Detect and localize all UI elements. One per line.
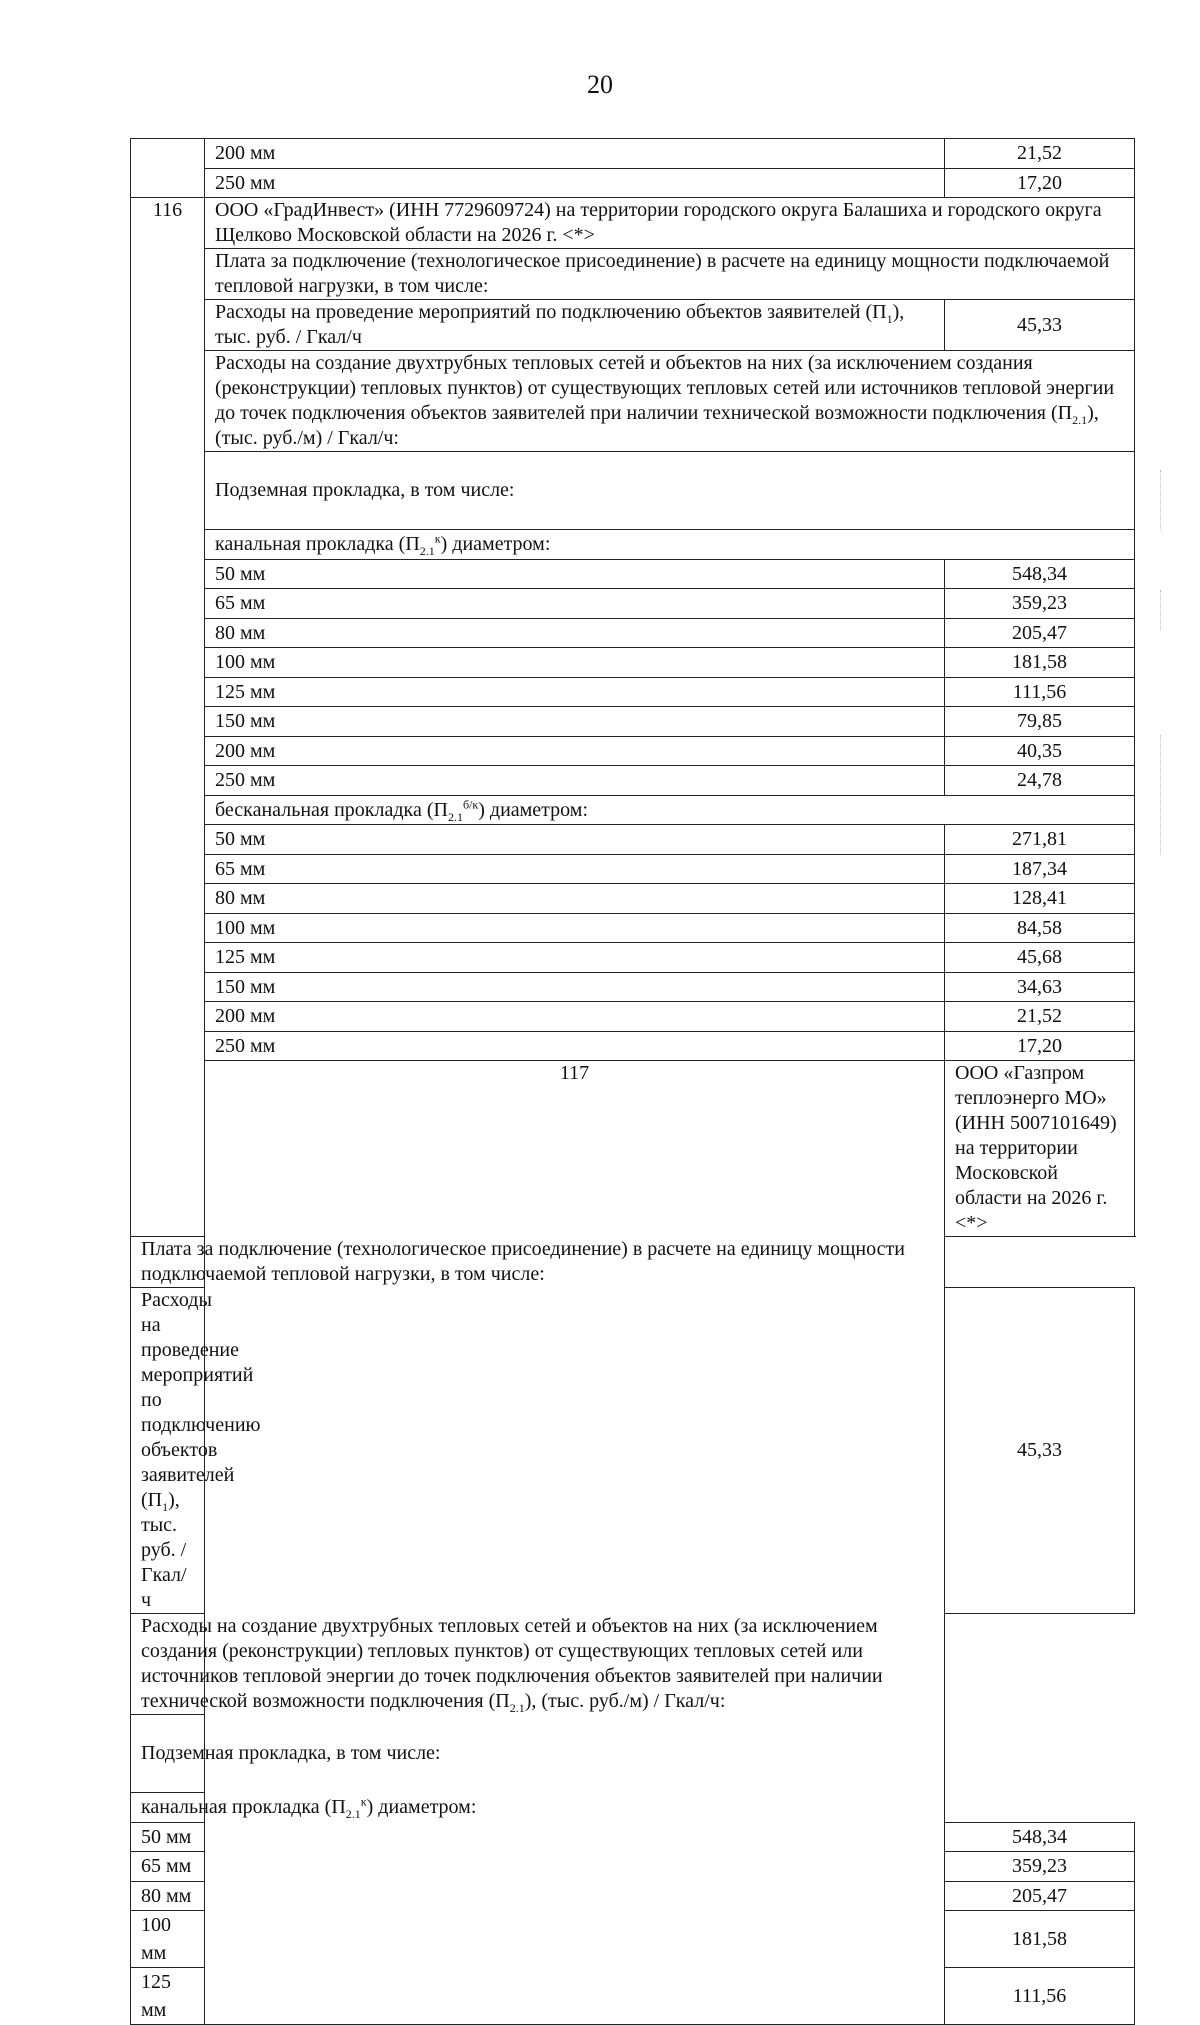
scan-margin-mark: [1160, 735, 1162, 855]
diameter-label: 125 мм: [205, 943, 945, 973]
tariff-value: 17,20: [945, 1031, 1135, 1061]
p21-row: [131, 1614, 1135, 1715]
tariff-value: 40,35: [945, 736, 1135, 766]
diameter-label: 150 мм: [205, 972, 945, 1002]
fee-header-row: [131, 1237, 1135, 1288]
org-title: ООО «Газпром теплоэнерго МО» (ИНН 5007101649) на территории Московской области на 2026 г. <*>: [945, 1061, 1135, 1237]
table-row: [131, 913, 1135, 943]
diameter-label: 50 мм: [205, 825, 945, 855]
table-row: [131, 943, 1135, 973]
channel-header: канальная прокладка $(П_{2.1}^к)$ диаметром:: [205, 530, 1135, 560]
table-row: [131, 1031, 1135, 1061]
tariff-value: 187,34: [945, 854, 1135, 884]
scan-margin-mark: [1160, 470, 1162, 530]
diameter-label: 250 мм: [205, 168, 945, 198]
diameter-label: 80 мм: [131, 1881, 205, 1911]
tariff-value: 21,52: [945, 1002, 1135, 1032]
tariff-value: 111,56: [945, 1968, 1135, 2025]
channel-header: канальная прокладка $(П_{2.1}^к)$ диаметром:: [131, 1793, 945, 1823]
tariff-value: 84,58: [945, 913, 1135, 943]
tariff-value: 205,47: [945, 618, 1135, 648]
tariff-value: 79,85: [945, 707, 1135, 737]
tariff-value: 181,58: [945, 648, 1135, 678]
table-row: [131, 648, 1135, 678]
underground-row: [131, 1715, 1135, 1793]
table-row: [131, 825, 1135, 855]
org-title-row: [131, 198, 1135, 249]
table-row: [131, 854, 1135, 884]
table-row: [131, 707, 1135, 737]
table-row: [131, 884, 1135, 914]
fee-header-row: [131, 249, 1135, 300]
tariff-table: [130, 138, 1135, 2025]
tariff-value: 21,52: [945, 139, 1135, 169]
tariff-value: 205,47: [945, 1881, 1135, 1911]
diameter-label: 100 мм: [131, 1911, 205, 1968]
p1-label: Расходы на проведение мероприятий по подключению объектов заявителей $(П_1)$, тыс. руб. / Гкал/ч: [131, 1288, 205, 1614]
diameter-label: 125 мм: [205, 677, 945, 707]
table-row: [131, 677, 1135, 707]
tariff-value: 359,23: [945, 589, 1135, 619]
underground-label: Подземная прокладка, в том числе:: [205, 452, 1135, 530]
table-row: [131, 766, 1135, 796]
tariff-value: 548,34: [945, 1822, 1135, 1852]
diameter-label: 125 мм: [131, 1968, 205, 2025]
table-row: [131, 589, 1135, 619]
tariff-value: 271,81: [945, 825, 1135, 855]
tariff-value: 45,68: [945, 943, 1135, 973]
table-row: [131, 559, 1135, 589]
table-row: [131, 168, 1135, 198]
diameter-label: 100 мм: [205, 913, 945, 943]
p1-value: 45,33: [945, 300, 1135, 351]
p1-label: Расходы на проведение мероприятий по подключению объектов заявителей $(П_1)$, тыс. руб. / Гкал/ч: [205, 300, 945, 351]
row-number-117: 117: [205, 1061, 945, 2025]
scan-margin-mark: [1160, 590, 1162, 630]
p1-row: [131, 300, 1135, 351]
channel-header-row: [131, 530, 1135, 560]
p21-description: Расходы на создание двухтрубных тепловых сетей и объектов на них (за исключением создания (реконструкции) тепловых пунктов) от существующих тепловых сетей или источников тепловой энергии до точек подключения объектов заявителей при наличии технической возможности подключения $(П_{2.1})$, (тыс. руб./м) / Гкал/ч:: [131, 1614, 945, 1715]
tariff-value: 359,23: [945, 1852, 1135, 1882]
diameter-label: 65 мм: [205, 854, 945, 884]
tariff-value: 111,56: [945, 677, 1135, 707]
diameter-label: 250 мм: [205, 1031, 945, 1061]
diameter-label: 150 мм: [205, 707, 945, 737]
org-title: ООО «ГрадИнвест» (ИНН 7729609724) на территории городского округа Балашиха и городского округа Щелково Московской области на 2026 г. <*>: [205, 198, 1135, 249]
diameter-label: 50 мм: [205, 559, 945, 589]
diameter-label: 200 мм: [205, 736, 945, 766]
underground-row: [131, 452, 1135, 530]
tariff-value: 34,63: [945, 972, 1135, 1002]
tariff-value: 548,34: [945, 559, 1135, 589]
underground-label: Подземная прокладка, в том числе:: [131, 1715, 945, 1793]
diameter-label: 200 мм: [205, 139, 945, 169]
diameter-label: 80 мм: [205, 618, 945, 648]
page-number: 20: [587, 70, 613, 99]
table-row: [131, 618, 1135, 648]
tariff-value: 24,78: [945, 766, 1135, 796]
tariff-value: 128,41: [945, 884, 1135, 914]
p21-description: Расходы на создание двухтрубных тепловых сетей и объектов на них (за исключением создания (реконструкции) тепловых пунктов) от существующих тепловых сетей или источников тепловой энергии до точек подключения объектов заявителей при наличии технической возможности подключения $(П_{2.1})$, (тыс. руб./м) / Гкал/ч:: [205, 351, 1135, 452]
p21-row: [131, 351, 1135, 452]
table-row: [131, 972, 1135, 1002]
diameter-label: 65 мм: [205, 589, 945, 619]
channel-header-row: [131, 1793, 1135, 1823]
diameter-label: 65 мм: [131, 1852, 205, 1882]
diameter-label: 100 мм: [205, 648, 945, 678]
diameter-label: 50 мм: [131, 1822, 205, 1852]
diameter-label: 80 мм: [205, 884, 945, 914]
tariff-value: 17,20: [945, 168, 1135, 198]
table-row: [131, 1002, 1135, 1032]
org-title-row: [131, 1061, 1135, 1237]
diameter-label: 250 мм: [205, 766, 945, 796]
diameter-label: 200 мм: [205, 1002, 945, 1032]
empty-num-cell: [131, 139, 205, 198]
fee-header: Плата за подключение (технологическое присоединение) в расчете на единицу мощности подключаемой тепловой нагрузки, в том числе:: [205, 249, 1135, 300]
nochannel-header-row: [131, 795, 1135, 825]
p1-value: 45,33: [945, 1288, 1135, 1614]
row-number-116: 116: [131, 198, 205, 1237]
fee-header: Плата за подключение (технологическое присоединение) в расчете на единицу мощности подключаемой тепловой нагрузки, в том числе:: [131, 1237, 945, 1288]
nochannel-header: бесканальная прокладка $(П_{2.1}^{б/к})$ диаметром:: [205, 795, 1135, 825]
tariff-value: 181,58: [945, 1911, 1135, 1968]
table-row: [131, 139, 1135, 169]
table-row: [131, 736, 1135, 766]
